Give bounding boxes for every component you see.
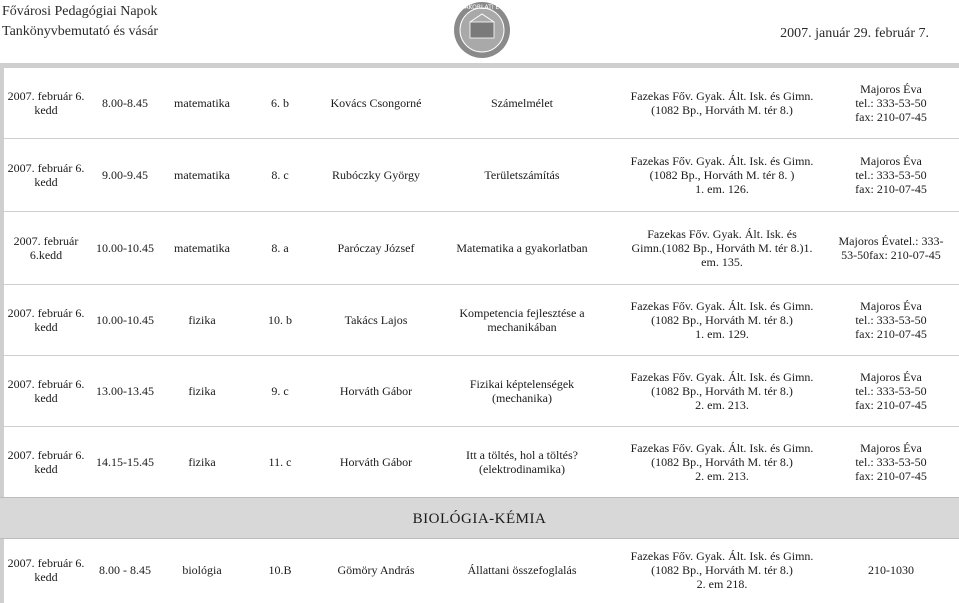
- schedule-row: [4, 68, 959, 139]
- section-header: [0, 497, 959, 539]
- topic-cell: Itt a töltés, hol a töltés? (elektrodinamika): [466, 448, 578, 476]
- place-cell: Fazekas Főv. Gyak. Ált. Isk. és Gimn. (1082 Bp., Horváth M. tér 8.) 1. em. 129.: [630, 299, 814, 341]
- grade-cell: 8. a: [271, 241, 289, 255]
- place-cell: Fazekas Főv. Gyak. Ált. Isk. és Gimn. (1082 Bp., Horváth M. tér 8.) 2. em. 213.: [630, 370, 814, 412]
- teacher-cell: Horváth Gábor: [339, 384, 413, 398]
- place-cell: Fazekas Főv. Gyak. Ált. Isk. és Gimn. (1082 Bp., Horváth M. tér 8.) 2. em. 213.: [630, 441, 814, 483]
- date-cell: 2007. február 6. kedd: [7, 161, 85, 189]
- topic-cell: Kompetencia fejlesztése a mechanikában: [459, 306, 585, 334]
- section-title: BIOLÓGIA-KÉMIA: [412, 511, 547, 527]
- place-cell: Fazekas Főv. Gyak. Ált. Isk. és Gimn. (1082 Bp., Horváth M. tér 8. ) 1. em. 126.: [630, 154, 814, 196]
- teacher-cell: Kovács Csongorné: [330, 96, 422, 110]
- time-cell: 13.00-13.45: [96, 384, 154, 398]
- schedule-row: [4, 212, 959, 285]
- date-cell: 2007. február 6. kedd: [7, 377, 85, 405]
- subject-cell: matematika: [174, 241, 230, 255]
- time-cell: 10.00-10.45: [96, 241, 154, 255]
- time-cell: 8.00 - 8.45: [99, 563, 151, 577]
- contact-cell: 210-1030: [868, 563, 914, 577]
- teacher-cell: Rubóczky György: [331, 168, 421, 182]
- grade-cell: 8. c: [271, 168, 289, 182]
- time-cell: 8.00-8.45: [102, 96, 148, 110]
- contact-cell: Majoros Éva tel.: 333-53-50 fax: 210-07-45: [855, 370, 927, 412]
- date-cell: 2007. február 6. kedd: [7, 448, 85, 476]
- schedule-row: [4, 356, 959, 427]
- subject-cell: matematika: [174, 96, 230, 110]
- date-cell: 2007. február 6. kedd: [7, 306, 85, 334]
- teacher-cell: Horváth Gábor: [339, 455, 413, 469]
- org-name: Fővárosi Pedagógiai Napok: [2, 4, 158, 19]
- schedule-row: [4, 427, 959, 497]
- schedule-row: [4, 285, 959, 356]
- schedule-row: [4, 538, 959, 602]
- event-dates: 2007. január 29. február 7.: [780, 26, 929, 41]
- teacher-cell: Takács Lajos: [344, 313, 408, 327]
- contact-cell: Majoros Éva tel.: 333-53-50 fax: 210-07-45: [855, 154, 927, 196]
- grade-cell: 11. c: [268, 455, 292, 469]
- subject-cell: fizika: [188, 455, 216, 469]
- event-name: Tankönyvbemutató és vásár: [2, 24, 159, 39]
- schedule-row: [4, 139, 959, 212]
- page-header: [0, 0, 959, 66]
- topic-cell: Állattani összefoglalás: [467, 563, 577, 577]
- logo-text: GYAKORLATI ÉVT: [456, 4, 508, 11]
- topic-cell: Területszámítás: [484, 168, 560, 182]
- grade-cell: 9. c: [271, 384, 289, 398]
- date-cell: 2007. február 6. kedd: [7, 89, 85, 117]
- contact-cell: Majoros Éva tel.: 333-53-50 fax: 210-07-45: [855, 441, 927, 483]
- contact-cell: Majoros Éva tel.: 333-53-50 fax: 210-07-45: [855, 299, 927, 341]
- teacher-cell: Gömöry András: [337, 563, 415, 577]
- teacher-cell: Paróczay József: [337, 241, 415, 255]
- contact-cell: Majoros Éva tel.: 333-53-50 fax: 210-07-45: [855, 82, 927, 124]
- grade-cell: 10. b: [268, 313, 292, 327]
- grade-cell: 6. b: [271, 96, 289, 110]
- place-cell: Fazekas Főv. Gyak. Ált. Isk. és Gimn. (1082 Bp., Horváth M. tér 8.): [630, 89, 814, 117]
- subject-cell: fizika: [188, 313, 216, 327]
- subject-cell: matematika: [174, 168, 230, 182]
- topic-cell: Számelmélet: [491, 96, 553, 110]
- time-cell: 9.00-9.45: [102, 168, 148, 182]
- topic-cell: Fizikai képtelenségek (mechanika): [469, 377, 575, 405]
- contact-cell: Majoros Évatel.: 333- 53-50fax: 210-07-45: [838, 234, 944, 262]
- place-cell: Fazekas Főv. Gyak. Ált. Isk. és Gimn. (1082 Bp., Horváth M. tér 8.) 2. em 218.: [630, 549, 814, 591]
- time-cell: 10.00-10.45: [96, 313, 154, 327]
- subject-cell: biológia: [182, 563, 222, 577]
- logo-seal-icon: [436, 0, 528, 62]
- date-cell: 2007. február 6.kedd: [13, 234, 79, 262]
- place-cell: Fazekas Főv. Gyak. Ált. Isk. és Gimn.(1082 Bp., Horváth M. tér 8.)1. em. 135.: [631, 227, 813, 269]
- subject-cell: fizika: [188, 384, 216, 398]
- grade-cell: 10.B: [268, 563, 292, 577]
- time-cell: 14.15-15.45: [96, 455, 154, 469]
- topic-cell: Matematika a gyakorlatban: [456, 241, 588, 255]
- date-cell: 2007. február 6. kedd: [7, 556, 85, 584]
